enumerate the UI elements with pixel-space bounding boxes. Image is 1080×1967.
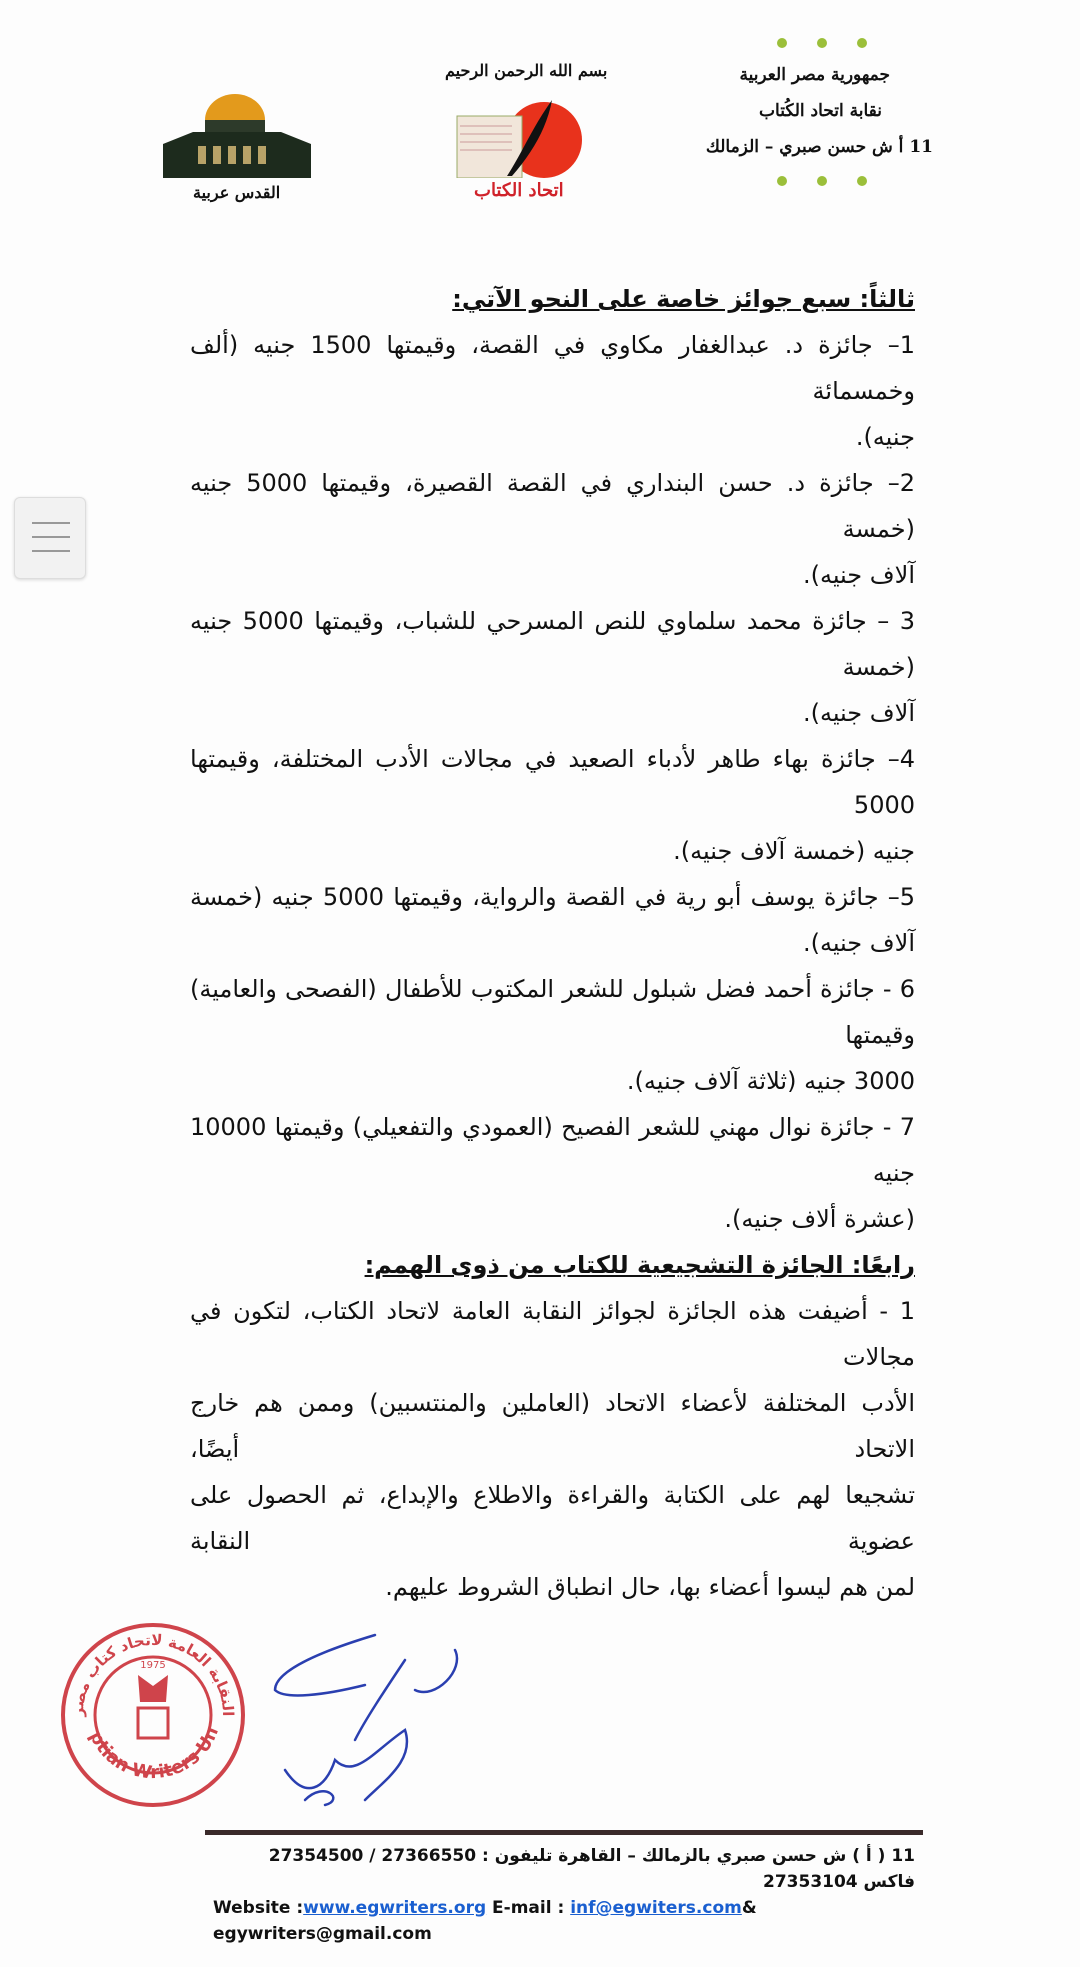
footer-address: 11 ( أ ) ش حسن صبري بالزمالك – القاهرة تليفون : 27366550 / 27354500 فاكس 27353104 [268, 1846, 915, 1892]
logo-text: اتحاد الكتاب [474, 180, 564, 201]
section4-heading: رابعًا: الجائزة التشجيعية للكتاب من ذوى الهمم: [364, 1251, 915, 1279]
menu-icon-bar [32, 522, 70, 524]
letterhead [0, 0, 1080, 260]
section4-line3: تشجيعا لهم على الكتابة والقراءة والاطلاع والإبداع، ثم الحصول على عضوية النقابة [190, 1481, 915, 1555]
decorative-dots-bottom [777, 176, 867, 186]
section4-line1: 1 - أضيفت هذه الجائزة لجوائز النقابة العامة لاتحاد الكتاب، لتكون في مجالات [190, 1297, 915, 1371]
website-label: Website : [213, 1898, 304, 1918]
section4-line4: لمن هم ليسوا أعضاء بها، حال انطباق الشروط عليهم. [385, 1573, 915, 1601]
footer-contacts [205, 1895, 923, 1947]
quds-caption: القدس عربية [193, 183, 281, 202]
official-stamp [58, 1620, 248, 1810]
decorative-dots-top [777, 38, 867, 48]
prize-item-2-line1: 2– جائزة د. حسن البنداري في القصة القصيرة، وقيمتها 5000 جنيه (خمسة [190, 469, 915, 543]
handwritten-signature [265, 1630, 485, 1810]
prize-item-7-line2: (عشرة ألاف جنيه). [724, 1205, 915, 1233]
header-country: جمهورية مصر العربية [739, 65, 890, 85]
prize-item-3-line2: آلاف جنيه). [802, 699, 915, 727]
footer [205, 1830, 923, 1947]
stamp-arabic-text: النقابة العامة لاتحاد كتاب مصر [68, 1630, 238, 1717]
prize-item-4-line1: 4– جائزة بهاء طاهر لأدباء الصعيد في مجالات الأدب المختلفة، وقيمتها 5000 [190, 745, 915, 819]
document-body [190, 260, 915, 1610]
footer-divider [205, 1830, 923, 1835]
email-label: E-mail : [486, 1898, 571, 1918]
svg-text:النقابة العامة لاتحاد كتاب مصر [69, 1631, 237, 1718]
website-link[interactable]: www.egwriters.org [303, 1898, 487, 1918]
menu-icon-bar [32, 536, 70, 538]
basmala: بسم الله الرحمن الرحيم [445, 61, 608, 80]
prize-item-1-line1: 1– جائزة د. عبدالغفار مكاوي في القصة، وقيمتها 1500 جنيه (ألف وخمسمائة [190, 331, 915, 405]
menu-icon-bar [32, 550, 70, 552]
header-address: 11 أ ش حسن صبري – الزمالك [705, 137, 933, 157]
section4-line2: الأدب المختلفة لأعضاء الاتحاد (العاملين والمنتسبين) وممن هم خارج الاتحاد أيضًا، [190, 1389, 915, 1463]
prize-item-5-line1: 5– جائزة يوسف أبو رية في القصة والرواية، وقيمتها 5000 جنيه (خمسة [190, 883, 915, 911]
stamp-english-text: ptian Writers Un [85, 1723, 223, 1784]
stamp-year: 1975 [140, 1660, 166, 1671]
email-link[interactable]: inf@egwiters.com [570, 1898, 742, 1918]
prize-item-5-line2: آلاف جنيه). [802, 929, 915, 957]
floating-menu-button[interactable] [14, 497, 86, 579]
quds-logo [163, 88, 311, 213]
email-secondary: & egywriters@gmail.com [213, 1898, 757, 1944]
prize-item-1-line2: جنيه). [855, 423, 915, 451]
prize-item-6-line2: 3000 جنيه (ثلاثة آلاف جنيه). [626, 1067, 915, 1095]
stamp-and-signature-area [0, 1620, 1080, 1820]
header-union: نقابة اتحاد الكُتاب [759, 101, 882, 121]
prize-item-7-line1: 7 - جائزة نوال مهني للشعر الفصيح (العمودي والتفعيلي) وقيمتها 10000 جنيه [190, 1113, 915, 1187]
writers-union-logo [452, 98, 597, 208]
section3-heading: ثالثاً: سبع جوائز خاصة على النحو الآتي: [452, 285, 915, 313]
prize-item-2-line2: آلاف جنيه). [802, 561, 915, 589]
prize-item-3-line1: 3 – جائزة محمد سلماوي للنص المسرحي للشباب، وقيمتها 5000 جنيه (خمسة [190, 607, 915, 681]
prize-item-4-line2: جنيه (خمسة آلاف جنيه). [673, 837, 915, 865]
prize-item-6-line1: 6 - جائزة أحمد فضل شبلول للشعر المكتوب للأطفال (الفصحى والعامية) وقيمتها [190, 975, 915, 1049]
